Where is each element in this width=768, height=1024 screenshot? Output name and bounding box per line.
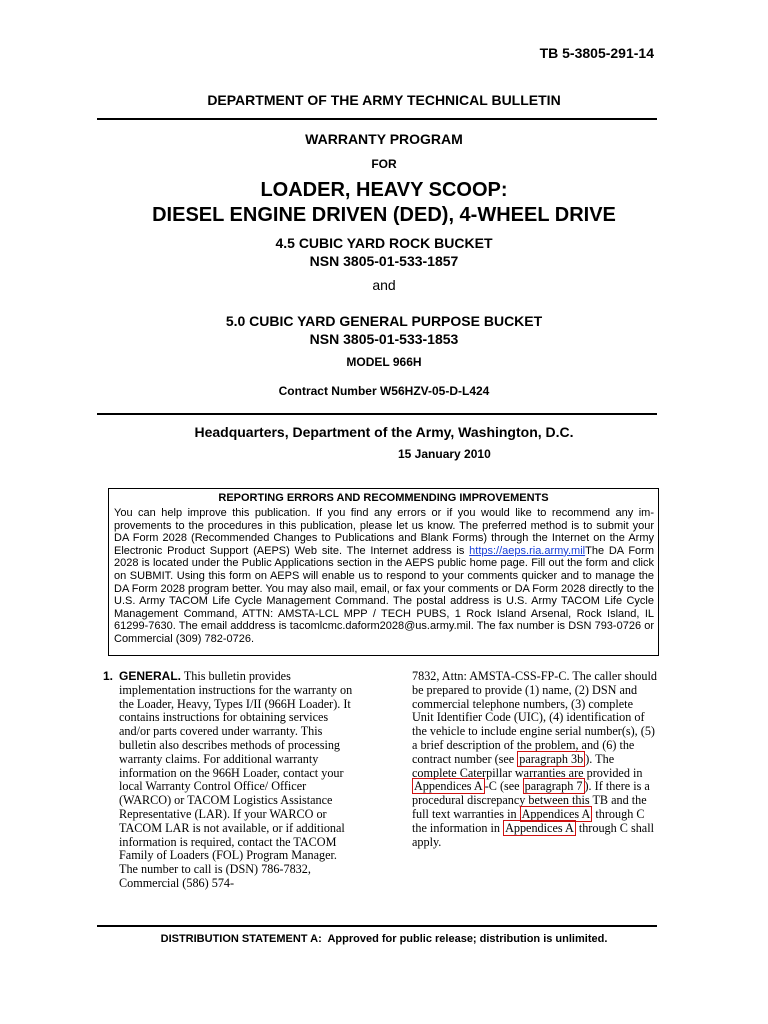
department-title: DEPARTMENT OF THE ARMY TECHNICAL BULLETIN — [207, 92, 561, 108]
general-left-text — [119, 670, 353, 891]
main-title-line-2: DIESEL ENGINE DRIVEN (DED), 4-WHEEL DRIVE — [152, 204, 616, 226]
for-line: FOR — [371, 157, 397, 171]
reporting-text-part-1: You can help improve this publication. If you find any errors or if you would like to recommend any im-provements to the procedures in this publication, please let us know. The preferred method is to submit your DA Form 2028 (Recommended Changes to Publications and Blank Forms) through the Internet on the Army Electronic Product Support (AEPS) Web site. The Internet address is — [114, 507, 654, 557]
bucket-1-nsn: NSN 3805-01-533-1857 — [309, 253, 459, 269]
right-text-4: ). If there is a procedural discrepancy between this TB and the full text warranties in — [412, 779, 650, 821]
appendices-a-link-3[interactable]: Appendices A — [505, 820, 574, 835]
right-text-5: through C the information in — [412, 806, 645, 835]
section-heading: GENERAL. — [119, 669, 182, 683]
reporting-box-title: REPORTING ERRORS AND RECOMMENDING IMPROVEMENTS — [218, 492, 549, 504]
paragraph-7-link[interactable]: paragraph 7 — [524, 779, 583, 794]
distribution-text: Approved for public release; distribution is unlimited. — [321, 933, 608, 945]
bucket-1 — [0, 234, 768, 270]
general-left-body: This bulletin provides implementation instructions for the warranty on the Loader, Heavy, Types I/II (966H Loader). It contains instructions for obtaining services and/or parts covered under warranty. This bulletin also describes methods of processing warranty claims. For additional warranty information on the 966H Loader, contact your local Warranty Control Office/ Officer (WARCO) or TACOM Logistics Assistance Representative (LAR). If your WARCO or TACOM LAR is not available, or if additional information is required, contact the TACOM Family of Loaders (FOL) Program Manager. The number to call is (DSN) 786-7832, Commercial (586) 574- — [119, 669, 353, 890]
main-title — [0, 178, 768, 228]
program-title: WARRANTY PROGRAM — [305, 131, 463, 147]
section-number: 1. — [103, 669, 114, 683]
aeps-link[interactable]: https://aeps.ria.army.mil — [469, 544, 586, 557]
footer-rule — [97, 925, 657, 927]
right-text-2: ). The complete Caterpillar warranties are provided in — [412, 751, 643, 780]
paragraph-3b-link[interactable]: paragraph 3b — [519, 751, 584, 766]
right-text-3: -C (see — [484, 779, 523, 794]
general-left-column — [103, 670, 353, 891]
model-line: MODEL 966H — [346, 355, 422, 369]
bucket-2-name: 5.0 CUBIC YARD GENERAL PURPOSE BUCKET — [225, 313, 543, 329]
bucket-1-name: 4.5 CUBIC YARD ROCK BUCKET — [275, 235, 493, 251]
distribution-statement — [0, 933, 768, 945]
date-line: 15 January 2010 — [398, 447, 491, 461]
general-right-column — [412, 670, 657, 849]
right-text-6: through C shall apply. — [412, 820, 654, 849]
appendices-a-link-1[interactable]: Appendices A — [414, 779, 483, 794]
bucket-2 — [0, 312, 768, 348]
reporting-text-part-2: The DA Form 2028 is located under the Public Applications section in the AEPS public home page. Fill out the form and click on SUBMIT. Using this form on AEPS will enable us to respond to your comments quicker and to manage the DA Form 2028 program better. You may also mail, email, or fax your comments or DA Form 2028 directly to the U.S. Army TACOM Life Cycle Management Command. The postal address is U.S. Army TACOM Life Cycle Management Command, ATTN: AMSTA-LCL MPP / TECH PUBS, 1 Rock Island Arsenal, Rock Island, IL 61299-7630. The email adddress is tacomlcmc.daform2028@us.army.mil. The fax number is DSN 793-0726 or Commercial (309) 782-0726. — [114, 544, 655, 645]
and-line: and — [372, 277, 396, 293]
middle-rule — [97, 413, 657, 415]
reporting-box-text — [114, 507, 654, 646]
right-text-1: 7832, Attn: AMSTA-CSS-FP-C. The caller should be prepared to provide (1) name, (2) DSN and commercial telephone numbers, (3) complete Unit Identifier Code (UIC), (4) identification of the vehicle to include engine serial number(s), (5) a brief description of the problem, and (6) the contract number (see — [412, 669, 657, 766]
contract-line: Contract Number W56HZV-05-D-L424 — [278, 384, 490, 398]
reporting-errors-box — [108, 488, 659, 656]
appendices-a-link-2[interactable]: Appendices A — [521, 806, 591, 821]
top-rule — [97, 118, 657, 120]
bucket-2-nsn: NSN 3805-01-533-1853 — [309, 331, 459, 347]
distribution-label: DISTRIBUTION STATEMENT A: — [160, 933, 322, 945]
document-number: TB 5-3805-291-14 — [539, 45, 654, 61]
headquarters-line: Headquarters, Department of the Army, Washington, D.C. — [194, 424, 574, 440]
main-title-line-1: LOADER, HEAVY SCOOP: — [260, 179, 508, 201]
